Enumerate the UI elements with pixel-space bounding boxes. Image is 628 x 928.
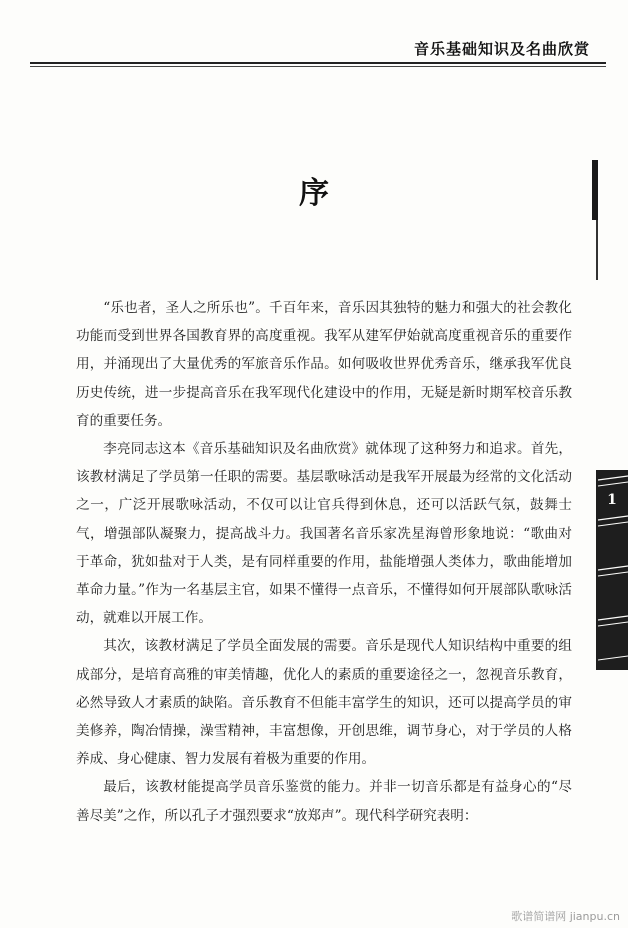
paragraph: “乐也者，圣人之所乐也”。千百年来，音乐因其独特的魅力和强大的社会教化功能而受到世界各国教育界的高度重视。我军从建军伊始就高度重视音乐的重要作用，并涌现出了大量优秀的军旅音乐作品。如何吸收世界优秀音乐，继承我军优良历史传统，进一步提高音乐在我军现代化建设中的作用，无疑是新时期军校音乐教育的重要任务。 <box>76 300 572 429</box>
page-edge-line <box>596 220 598 280</box>
header-rule-thin <box>30 66 606 67</box>
header-rule <box>30 62 606 64</box>
watermark-text: 歌谱简谱网 jianpu.cn <box>511 910 620 923</box>
chapter-side-tab <box>590 470 628 670</box>
page-title: 序 <box>299 176 329 211</box>
side-tab-number: 1 <box>607 492 617 508</box>
running-header-title: 音乐基础知识及名曲欣赏 <box>413 40 590 58</box>
paragraph: 李亮同志这本《音乐基础知识及名曲欣赏》就体现了这种努力和追求。首先，该教材满足了学员第一任职的需要。基层歌咏活动是我军开展最为经常的文化活动之一，广泛开展歌咏活动，不仅可以让官兵得到休息，还可以活跃气氛，鼓舞士气，增强部队凝聚力，提高战斗力。我国著名音乐家冼星海曾形象地说：“歌曲对于革命，犹如盐对于人类，是有同样重要的作用，盐能增强人类体力，歌曲能增加革命力量。”作为一名基层主官，如果不懂得一点音乐，不懂得如何开展部队歌咏活动，就难以开展工作。 <box>76 441 572 627</box>
preface-body <box>76 294 572 830</box>
paragraph: 其次，该教材满足了学员全面发展的需要。音乐是现代人知识结构中重要的组成部分，是培育高雅的审美情趣，优化人的素质的重要途径之一，忽视音乐教育，必然导致人才素质的缺陷。音乐教育不但能丰富学生的知识，还可以提高学员的审美修养，陶冶情操，澡雪精神，丰富想像，开创思维，调节身心，对于学员的人格养成、身心健康、智力发展有着极为重要的作用。 <box>76 638 572 768</box>
paragraph: 最后，该教材能提高学员音乐鉴赏的能力。并非一切音乐都是有益身心的“尽善尽美”之作，所以孔子才强烈要求“放郑声”。现代科学研究表明： <box>76 779 572 824</box>
